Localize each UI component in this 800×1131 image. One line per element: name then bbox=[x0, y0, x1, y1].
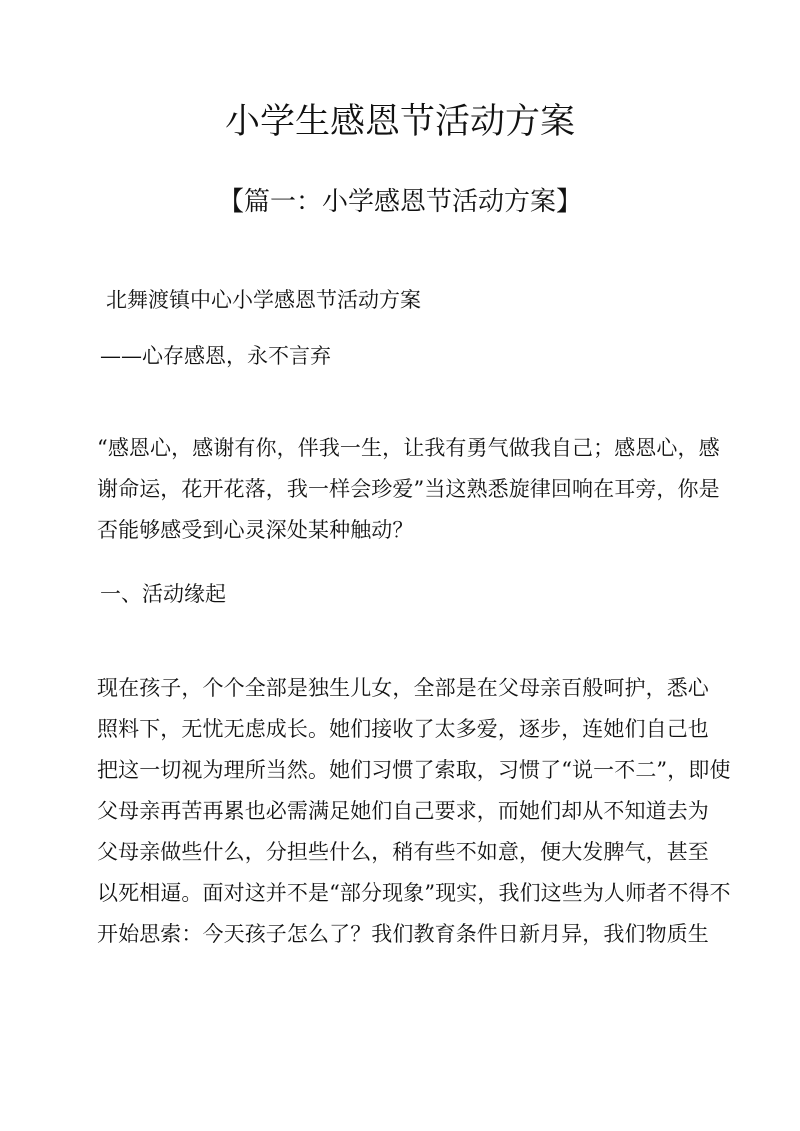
body-paragraph bbox=[97, 668, 731, 955]
body-line: 把这一切视为理所当然。她们习惯了索取，习惯了“说一不二”，即使 bbox=[97, 758, 731, 782]
intro-paragraph bbox=[97, 428, 720, 551]
section-heading: 一、活动缘起 bbox=[100, 582, 226, 606]
body-line: 父母亲再苦再累也必需满足她们自己要求，而她们却从不知道去为 bbox=[97, 799, 709, 823]
school-plan-heading: 北舞渡镇中心小学感恩节活动方案 bbox=[106, 288, 421, 312]
document-subtitle: 【篇一：小学感恩节活动方案】 bbox=[217, 187, 582, 217]
document-title: 小学生感恩节活动方案 bbox=[224, 102, 575, 142]
motto-line: ——心存感恩，永不言弃 bbox=[100, 344, 331, 368]
intro-line: 否能够感受到心灵深处某种触动？ bbox=[97, 518, 414, 542]
body-line: 父母亲做些什么，分担些什么，稍有些不如意，便大发脾气，甚至 bbox=[97, 840, 709, 864]
intro-line: 谢命运，花开花落，我一样会珍爱”当这熟悉旋律回响在耳旁，你是 bbox=[97, 477, 720, 501]
intro-line: “感恩心，感谢有你，伴我一生，让我有勇气做我自己；感恩心，感 bbox=[97, 436, 720, 460]
body-line: 现在孩子，个个全部是独生儿女，全部是在父母亲百般呵护，悉心 bbox=[97, 676, 709, 700]
body-line: 以死相逼。面对这并不是“部分现象”现实，我们这些为人师者不得不 bbox=[97, 881, 731, 905]
body-line: 照料下，无忧无虑成长。她们接收了太多爱，逐步，连她们自己也 bbox=[97, 717, 709, 741]
body-line: 开始思索：今天孩子怎么了？我们教育条件日新月异，我们物质生 bbox=[97, 922, 709, 946]
